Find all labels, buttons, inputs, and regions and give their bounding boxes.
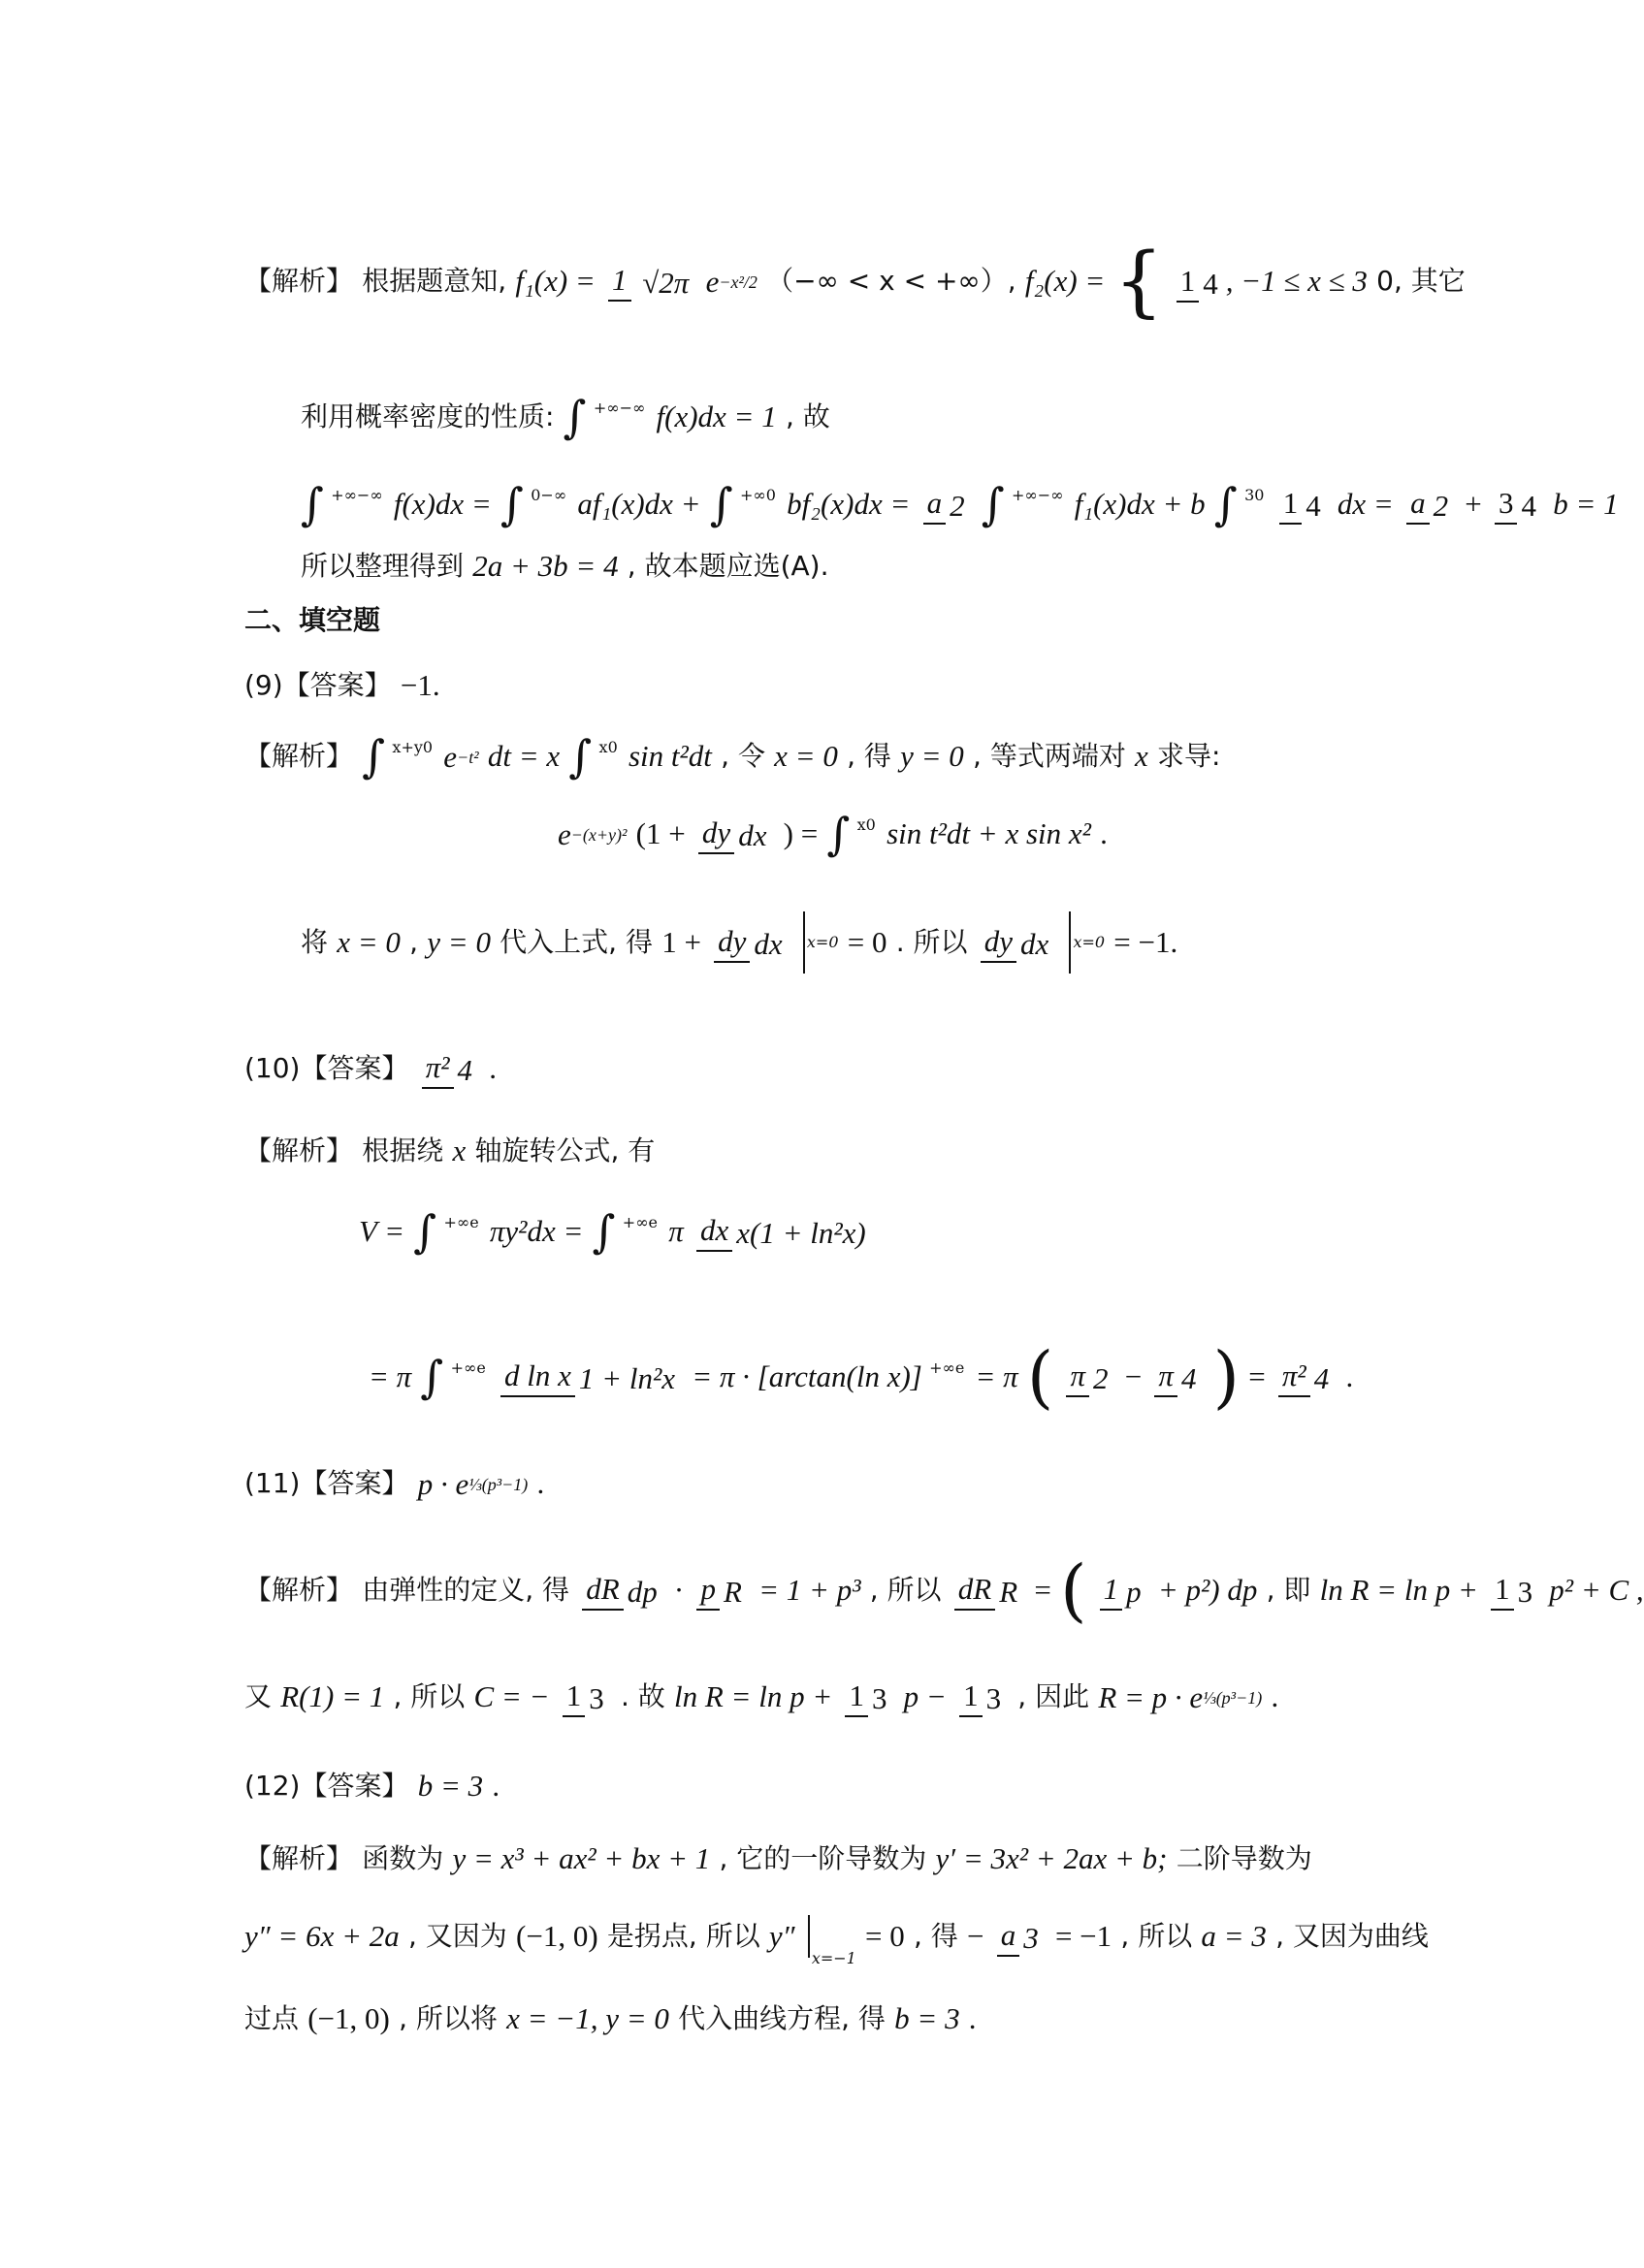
f1-exponential: e−x²/2 <box>705 265 758 300</box>
left-brace: { <box>1113 236 1164 326</box>
f1-lhs: f₁(x) = <box>515 264 596 298</box>
solution-line-f1-f2 <box>244 236 1466 326</box>
q9-substitution-line: 将 x = 0 , y = 0 代入上式, 得 1 + dy dx x=0 = 0 . 所以 dy dx x=0 = −1. <box>301 911 1177 974</box>
q12-solution-line-3: 过点 (−1, 0) , 所以将 x = −1, y = 0 代入曲线方程, 得 b = 3 . <box>244 2001 977 2035</box>
integral-limits: +∞−∞ <box>593 398 646 417</box>
q10-answer: (10)【答案】 π² 4 . <box>244 1050 497 1088</box>
f2-lhs: f₂(x) = <box>1024 264 1106 298</box>
f1-range: （−∞ < x < +∞）, <box>766 265 1016 297</box>
q9-solution-line-1: 【解析】 ∫ x+y0 e−t² dt = x ∫ x0 sin t²dt , 令 x = 0 , 得 y = 0 , 等式两端对 x 求导: <box>244 730 1221 783</box>
f2-cases <box>1173 260 1466 303</box>
integral-expansion-line: ∫ +∞−∞ f(x)dx = ∫ 0−∞ af₁(x)dx + ∫ +∞0 bf₂(x)dx = a 2 ∫ +∞−∞ f₁(x)dx + b ∫ 30 1 4 dx = a 2 + 3 4 b = 1 <box>301 478 1619 530</box>
q12-answer: (12)【答案】 b = 3 . <box>244 1769 500 1803</box>
q10-solution-intro: 【解析】 根据绕 x 轴旋转公式, 有 <box>244 1134 656 1167</box>
property-expression: f(x)dx = 1 <box>656 399 777 433</box>
q10-volume-line-1: V = ∫ +∞e πy²dx = ∫ +∞e π dx x(1 + ln²x) <box>359 1205 866 1258</box>
q11-solution-line-1: 【解析】 由弹性的定义, 得 dR dp · p R = 1 + p³ , 所以 dR R = ( 1 p + p²) dp , 即 ln R = ln p + 1 3 p² + C , <box>244 1550 1644 1630</box>
q9-answer: (9)【答案】 −1. <box>244 668 440 702</box>
solution-text: 根据题意知, <box>362 265 507 297</box>
integral-sign: ∫ <box>563 391 587 443</box>
property-text: 利用概率密度的性质: <box>301 400 555 432</box>
solution-label: 【解析】 <box>244 265 354 297</box>
property-line <box>301 388 830 446</box>
q10-volume-line-2: = π ∫ +∞e d ln x 1 + ln²x = π · [arctan(ln x)] +∞e = π ( π 2 − π 4 ) = π² 4 . <box>369 1337 1354 1417</box>
property-tail: , 故 <box>785 400 830 432</box>
f2-case-2: 0, 其它 <box>1376 265 1466 298</box>
conclusion-line: 所以整理得到 2a + 3b = 4 , 故本题应选(A). <box>301 549 829 583</box>
q9-derivative-equation: e−(x+y)² (1 + dy dx ) = ∫ x0 sin t²dt + x sin x² . <box>558 808 1108 860</box>
q12-solution-line-1: 【解析】 函数为 y = x³ + ax² + bx + 1 , 它的一阶导数为 y′ = 3x² + 2ax + b; 二阶导数为 <box>244 1841 1312 1875</box>
f1-fraction: 1 √2π <box>608 261 693 303</box>
q11-answer: (11)【答案】 p · e⅓(p³−1) . <box>244 1466 545 1502</box>
q12-solution-line-2: y″ = 6x + 2a , 又因为 (−1, 0) 是拐点, 所以 y″ x=−1 = 0 , 得 − a 3 = −1 , 所以 a = 3 , 又因为曲线 <box>244 1915 1429 1978</box>
section-heading: 二、填空题 <box>244 604 381 636</box>
f2-case-1: 1 4 , −1 ≤ x ≤ 3 <box>1173 260 1368 302</box>
q11-solution-line-2: 又 R(1) = 1 , 所以 C = − 1 3 . 故 ln R = ln p + 1 3 p − 1 3 , 因此 R = p · e⅓(p³−1) . <box>244 1678 1279 1716</box>
